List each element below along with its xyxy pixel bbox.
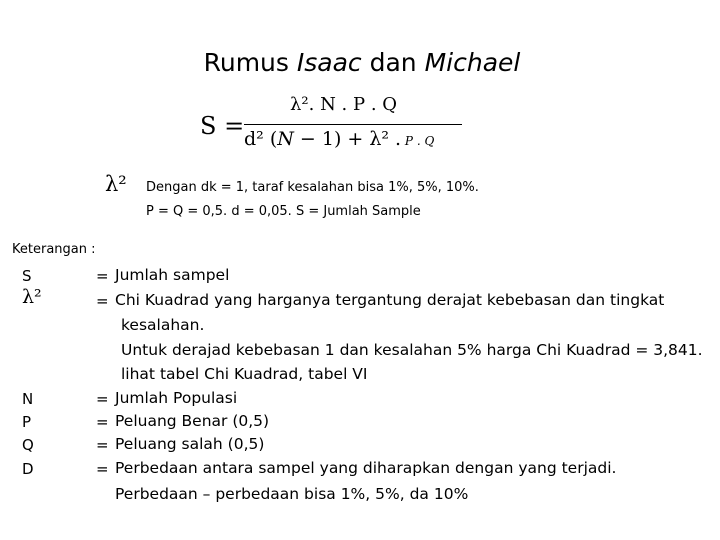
denominator-n: N xyxy=(277,128,294,150)
page-title xyxy=(0,48,720,77)
formula-denominator xyxy=(244,128,434,150)
def-text-p: Peluang Benar (0,5) xyxy=(115,412,270,430)
def-lambda-continuation-2: Untuk derajad kebebasan 1 dan kesalahan 5% harga Chi Kuadrad = 3,841. xyxy=(121,341,703,359)
def-equals-s: = xyxy=(96,267,109,285)
def-equals-q: = xyxy=(96,436,109,454)
def-symbol-lambda: λ² xyxy=(22,286,42,308)
fraction-bar xyxy=(244,124,462,125)
def-text-lambda: Chi Kuadrad yang harganya tergantung derajat kebebasan dan tingkat xyxy=(115,291,665,309)
keterangan-label: Keterangan : xyxy=(12,242,96,257)
def-equals-d: = xyxy=(96,460,109,478)
def-text-d: Perbedaan antara sampel yang diharapkan dengan yang terjadi. xyxy=(115,459,617,477)
def-text-s: Jumlah sampel xyxy=(115,266,230,284)
note-line-1: Dengan dk = 1, taraf kesalahan bisa 1%, 5%, 10%. xyxy=(146,180,479,195)
def-text-n: Jumlah Populasi xyxy=(115,389,238,407)
lambda-squared-symbol: λ² xyxy=(105,172,127,196)
def-lambda-continuation-1: kesalahan. xyxy=(121,316,205,334)
title-mid: dan xyxy=(361,48,425,77)
def-equals-n: = xyxy=(96,390,109,408)
title-prefix: Rumus xyxy=(203,48,297,77)
def-d-continuation: Perbedaan – perbedaan bisa 1%, 5%, da 10% xyxy=(115,485,469,503)
denominator-part-2: − 1) + λ² . xyxy=(293,128,402,150)
def-symbol-s: S xyxy=(22,267,32,285)
def-symbol-d: D xyxy=(22,460,34,478)
title-name-isaac: Isaac xyxy=(296,48,362,77)
def-equals-lambda: = xyxy=(96,292,109,310)
def-symbol-n: N xyxy=(22,390,34,408)
denominator-pq: P . Q xyxy=(401,134,435,148)
def-lambda-continuation-3: lihat tabel Chi Kuadrad, tabel VI xyxy=(121,365,368,383)
def-equals-p: = xyxy=(96,413,109,431)
sample-size-formula xyxy=(200,92,480,162)
def-symbol-p: P xyxy=(22,413,32,431)
formula-lhs: S = xyxy=(200,112,245,140)
def-text-q: Peluang salah (0,5) xyxy=(115,435,265,453)
def-symbol-q: Q xyxy=(22,436,34,454)
formula-numerator: λ². N . P . Q xyxy=(290,94,398,115)
title-name-michael: Michael xyxy=(424,48,521,77)
denominator-part-1: d² ( xyxy=(244,128,278,150)
note-line-2: P = Q = 0,5. d = 0,05. S = Jumlah Sample xyxy=(146,204,421,219)
